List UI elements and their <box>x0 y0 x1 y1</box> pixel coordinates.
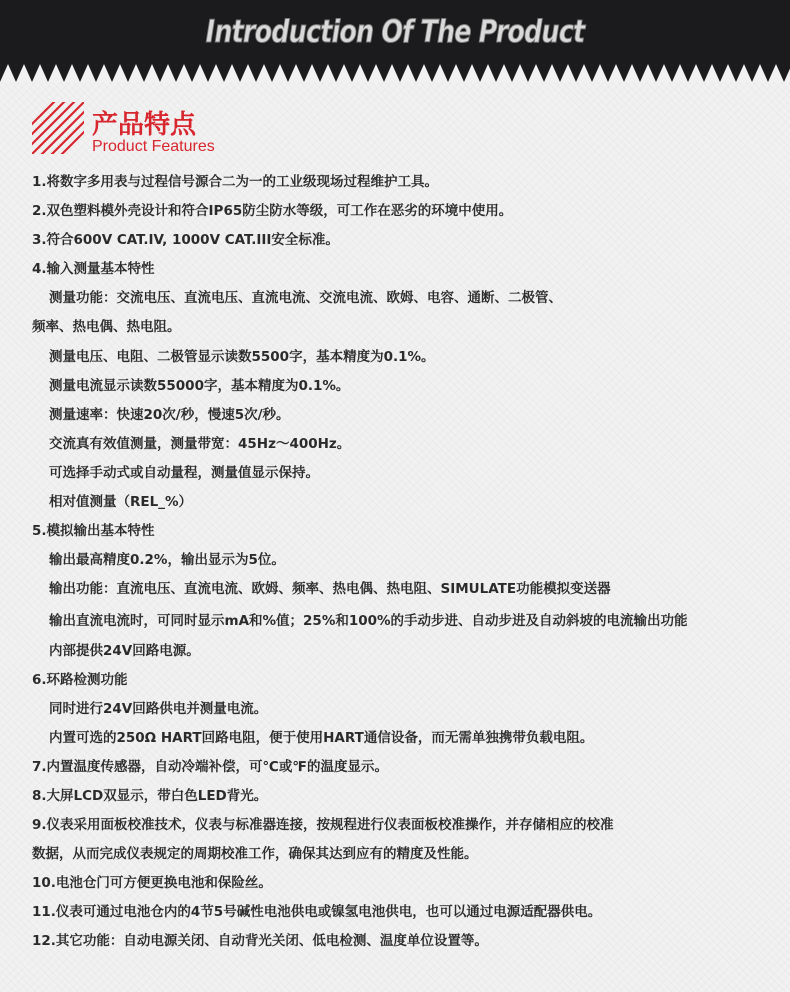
feature-line: 输出最高精度0.2%，输出显示为5位。 <box>49 552 285 569</box>
feature-list <box>32 168 790 957</box>
feature-line: 内置可选的250Ω HART回路电阻，便于使用HART通信设备，而无需单独携带负载电阻。 <box>49 729 594 746</box>
feature-line: 测量速率：快速20次/秒，慢速5次/秒。 <box>49 406 290 423</box>
top-banner <box>0 0 790 82</box>
feature-line: 测量电流显示读数55000字，基本精度为0.1%。 <box>49 377 350 394</box>
diagonal-stripes-icon <box>32 102 84 154</box>
feature-line: 相对值测量（REL_%） <box>49 494 192 511</box>
banner-title: Introduction Of The Product <box>205 14 585 50</box>
feature-line: 输出直流电流时，可同时显示mA和%值；25%和100%的手动步进、自动步进及自动斜坡的电流输出功能 <box>49 613 688 630</box>
feature-line: 测量功能：交流电压、直流电压、直流电流、交流电流、欧姆、电容、通断、二极管、 <box>49 290 562 307</box>
feature-line: 1.将数字多用表与过程信号源合二为一的工业级现场过程维护工具。 <box>32 174 439 190</box>
feature-line: 同时进行24V回路供电并测量电流。 <box>49 700 268 717</box>
feature-line: 10.电池仓门可方便更换电池和保险丝。 <box>32 875 272 892</box>
feature-line: 2.双色塑料模外壳设计和符合IP65防尘防水等级，可工作在恶劣的环境中使用。 <box>32 203 513 220</box>
feature-line: 内部提供24V回路电源。 <box>49 642 200 659</box>
heading-english: Product Features <box>92 138 215 155</box>
feature-line: 11.仪表可通过电池仓内的4节5号碱性电池供电或镍氢电池供电，也可以通过电源适配器供电。 <box>32 904 602 921</box>
feature-line: 3.符合600V CAT.IV, 1000V CAT.III安全标准。 <box>32 232 339 249</box>
feature-line: 交流真有效值测量，测量带宽：45Hz～400Hz。 <box>49 435 351 452</box>
feature-line: 数据，从而完成仪表规定的周期校准工作，确保其达到应有的精度及性能。 <box>32 846 478 863</box>
feature-line: 输出功能：直流电压、直流电流、欧姆、频率、热电偶、热电阻、SIMULATE功能模拟变送器 <box>49 581 611 598</box>
heading-chinese: 产品特点 <box>92 110 197 140</box>
banner-zigzag-edge <box>0 60 790 82</box>
feature-line: 频率、热电偶、热电阻。 <box>32 319 181 336</box>
feature-line: 8.大屏LCD双显示，带白色LED背光。 <box>32 787 268 804</box>
feature-line: 可选择手动式或自动量程，测量值显示保持。 <box>49 464 319 481</box>
feature-line: 测量电压、电阻、二极管显示读数5500字，基本精度为0.1%。 <box>49 348 435 365</box>
feature-line: 9.仪表采用面板校准技术，仪表与标准器连接，按规程进行仪表面板校准操作，并存储相应的校准 <box>32 817 614 834</box>
feature-line: 6.环路检测功能 <box>32 671 128 688</box>
feature-line: 5.模拟输出基本特性 <box>32 523 155 540</box>
feature-line: 12.其它功能：自动电源关闭、自动背光关闭、低电检测、温度单位设置等。 <box>32 933 488 950</box>
feature-line: 7.内置温度传感器，自动冷端补偿，可℃或℉的温度显示。 <box>32 758 389 775</box>
feature-line: 4.输入测量基本特性 <box>32 261 155 278</box>
